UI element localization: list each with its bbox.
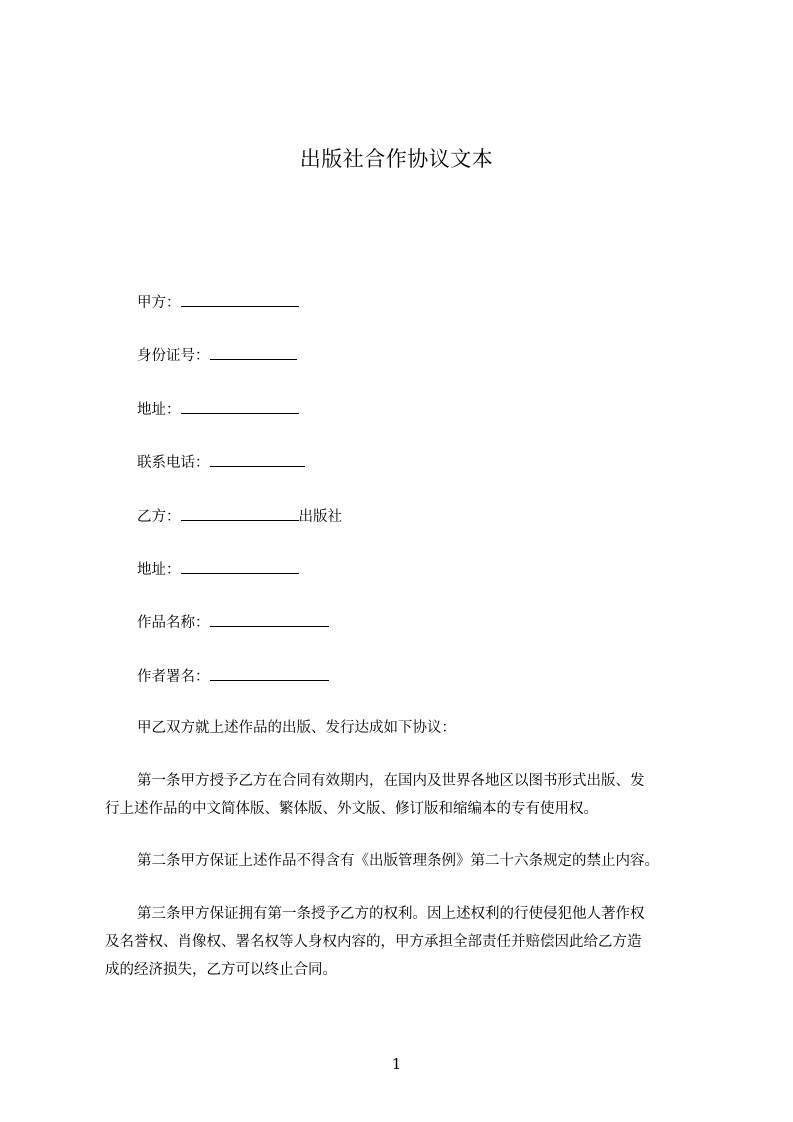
party-b-field: [137, 505, 342, 527]
party-a-blank: [181, 291, 299, 307]
page-number: 1: [391, 1055, 402, 1073]
clause-3-line-3: 成的经济损失，乙方可以终止合同。: [105, 962, 337, 978]
party-a-address-blank: [181, 398, 299, 414]
intro-paragraph: 甲乙双方就上述作品的出版、发行达成如下协议：: [137, 720, 456, 736]
phone-field: [137, 451, 305, 473]
party-b-label: 乙方：: [137, 509, 181, 525]
clause-3-line-2: 及名誉权、肖像权、署名权等人身权内容的，甲方承担全部责任并赔偿因此给乙方造: [105, 934, 642, 950]
clause-2-line-1: 第二条甲方保证上述作品不得含有《出版管理条例》第二十六条规定的禁止内容。: [137, 853, 659, 869]
author-blank: [210, 665, 329, 681]
work-title-field: [137, 611, 329, 633]
phone-label: 联系电话：: [137, 455, 210, 471]
party-a-label: 甲方：: [137, 295, 181, 311]
document-title: 出版社合作协议文本: [299, 147, 494, 171]
party-a-field: [137, 291, 299, 313]
work-title-label: 作品名称：: [137, 615, 210, 631]
clause-3-line-1: 第三条甲方保证拥有第一条授予乙方的权利。因上述权利的行使侵犯他人著作权: [137, 906, 645, 922]
id-number-field: [137, 344, 297, 366]
party-b-blank: [181, 505, 299, 521]
author-label: 作者署名：: [137, 669, 210, 685]
id-number-blank: [210, 344, 297, 360]
clause-1-line-2: 行上述作品的中文简体版、繁体版、外文版、修订版和缩编本的专有使用权。: [105, 801, 598, 817]
work-title-blank: [210, 611, 329, 627]
party-b-address-blank: [181, 558, 299, 574]
author-field: [137, 665, 329, 687]
party-b-address-label: 地址：: [137, 562, 181, 578]
party-b-suffix: 出版社: [298, 509, 342, 525]
id-number-label: 身份证号：: [137, 348, 210, 364]
party-b-address-field: [137, 558, 299, 580]
clause-1-line-1: 第一条甲方授予乙方在合同有效期内，在国内及世界各地区以图书形式出版、发: [137, 773, 645, 789]
phone-blank: [210, 451, 305, 467]
party-a-address-label: 地址：: [137, 402, 181, 418]
party-a-address-field: [137, 398, 299, 420]
